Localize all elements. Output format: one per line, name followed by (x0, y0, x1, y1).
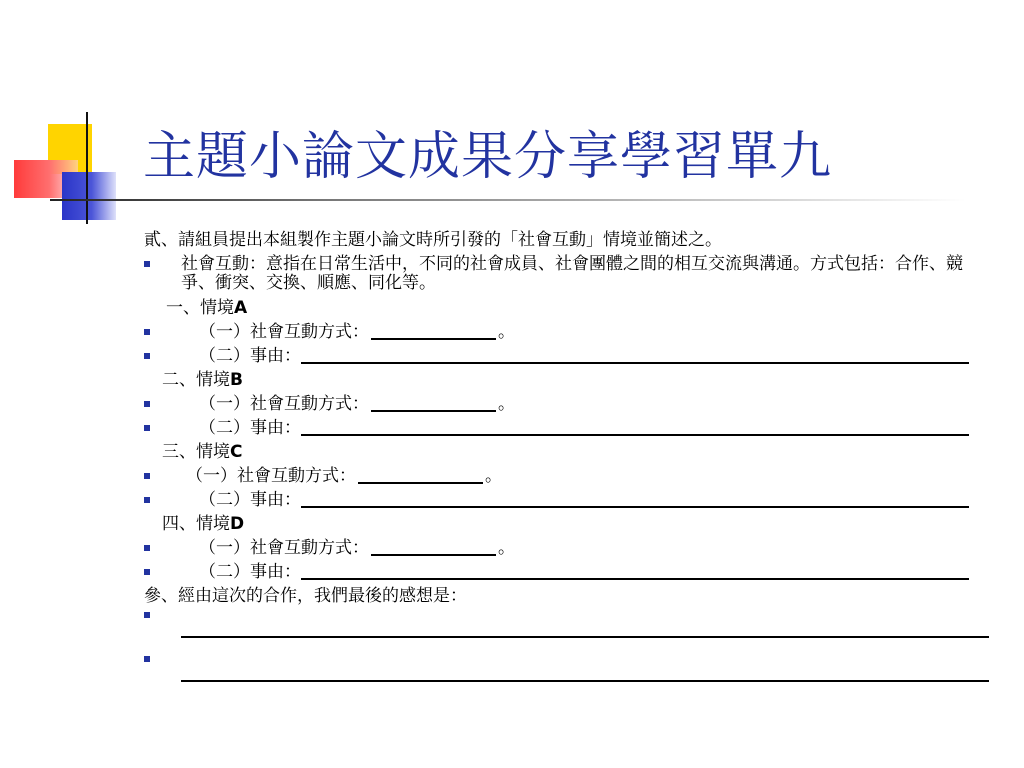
method-answer-blank[interactable] (358, 464, 483, 484)
intro-text: 貳、請組員提出本組製作主題小論文時所引發的「社會互動」情境並簡述之。 (144, 230, 722, 250)
scenario-heading-text: 二、情境 (162, 370, 230, 390)
scenario-letter: B (230, 370, 243, 390)
method-answer-blank[interactable] (371, 536, 496, 556)
scenario-letter: A (234, 298, 248, 318)
reflection-text: 參、經由這次的合作，我們最後的感想是： (144, 586, 467, 606)
worksheet-body (0, 228, 1024, 696)
method-item (0, 320, 1024, 344)
scenario-heading-text: 四、情境 (162, 514, 230, 534)
page-title: 主題小論文成果分享學習單九 (143, 127, 833, 187)
reason-answer-blank[interactable] (301, 416, 969, 436)
method-label: （一）社會互動方式： (186, 466, 356, 486)
square-bullet-icon (144, 545, 150, 551)
method-end: 。 (498, 538, 515, 558)
reflection-answer-blank[interactable] (181, 636, 989, 638)
definition-item (0, 252, 1024, 296)
logo-vertical-line (86, 112, 88, 224)
reflection-line (0, 584, 1024, 608)
reason-item (0, 416, 1024, 440)
square-bullet-icon (144, 497, 150, 503)
scenario-heading (0, 296, 1024, 320)
reason-answer-blank[interactable] (301, 560, 969, 580)
reason-label: （二）事由： (199, 418, 301, 438)
scenario-heading-text: 三、情境 (162, 442, 230, 462)
method-answer-blank[interactable] (371, 320, 496, 340)
reason-item (0, 344, 1024, 368)
intro-line (0, 228, 1024, 252)
square-bullet-icon (144, 329, 150, 335)
method-item (0, 536, 1024, 560)
scenario-letter: D (230, 514, 245, 534)
scenario-heading (0, 368, 1024, 392)
reason-item (0, 488, 1024, 512)
reflection-answer-blank[interactable] (181, 680, 989, 682)
scenario-letter: C (230, 442, 243, 462)
square-bullet-icon (144, 656, 150, 662)
reason-label: （二）事由： (199, 490, 301, 510)
method-label: （一）社會互動方式： (199, 394, 369, 414)
reason-answer-blank[interactable] (301, 344, 969, 364)
reflection-item (0, 608, 1024, 652)
method-label: （一）社會互動方式： (199, 322, 369, 342)
reflection-item (0, 652, 1024, 696)
method-item (0, 392, 1024, 416)
reason-answer-blank[interactable] (301, 488, 969, 508)
definition-text: 社會互動：意指在日常生活中，不同的社會成員、社會團體之間的相互交流與溝通。方式包括：合作、競爭、衝突、交換、順應、同化等。 (181, 254, 963, 293)
scenario-heading (0, 440, 1024, 464)
reason-label: （二）事由： (199, 562, 301, 582)
method-end: 。 (498, 394, 515, 414)
square-bullet-icon (144, 425, 150, 431)
square-bullet-icon (144, 261, 150, 267)
square-bullet-icon (144, 612, 150, 618)
method-answer-blank[interactable] (371, 392, 496, 412)
reason-item (0, 560, 1024, 584)
method-end: 。 (485, 466, 502, 486)
square-bullet-icon (144, 401, 150, 407)
method-end: 。 (498, 322, 515, 342)
scenario-heading-text: 一、情境 (166, 298, 234, 318)
square-bullet-icon (144, 473, 150, 479)
logo-blue-square (62, 172, 116, 220)
reason-label: （二）事由： (199, 346, 301, 366)
square-bullet-icon (144, 569, 150, 575)
title-underline (50, 199, 966, 201)
method-label: （一）社會互動方式： (199, 538, 369, 558)
method-item (0, 464, 1024, 488)
scenario-heading (0, 512, 1024, 536)
square-bullet-icon (144, 353, 150, 359)
